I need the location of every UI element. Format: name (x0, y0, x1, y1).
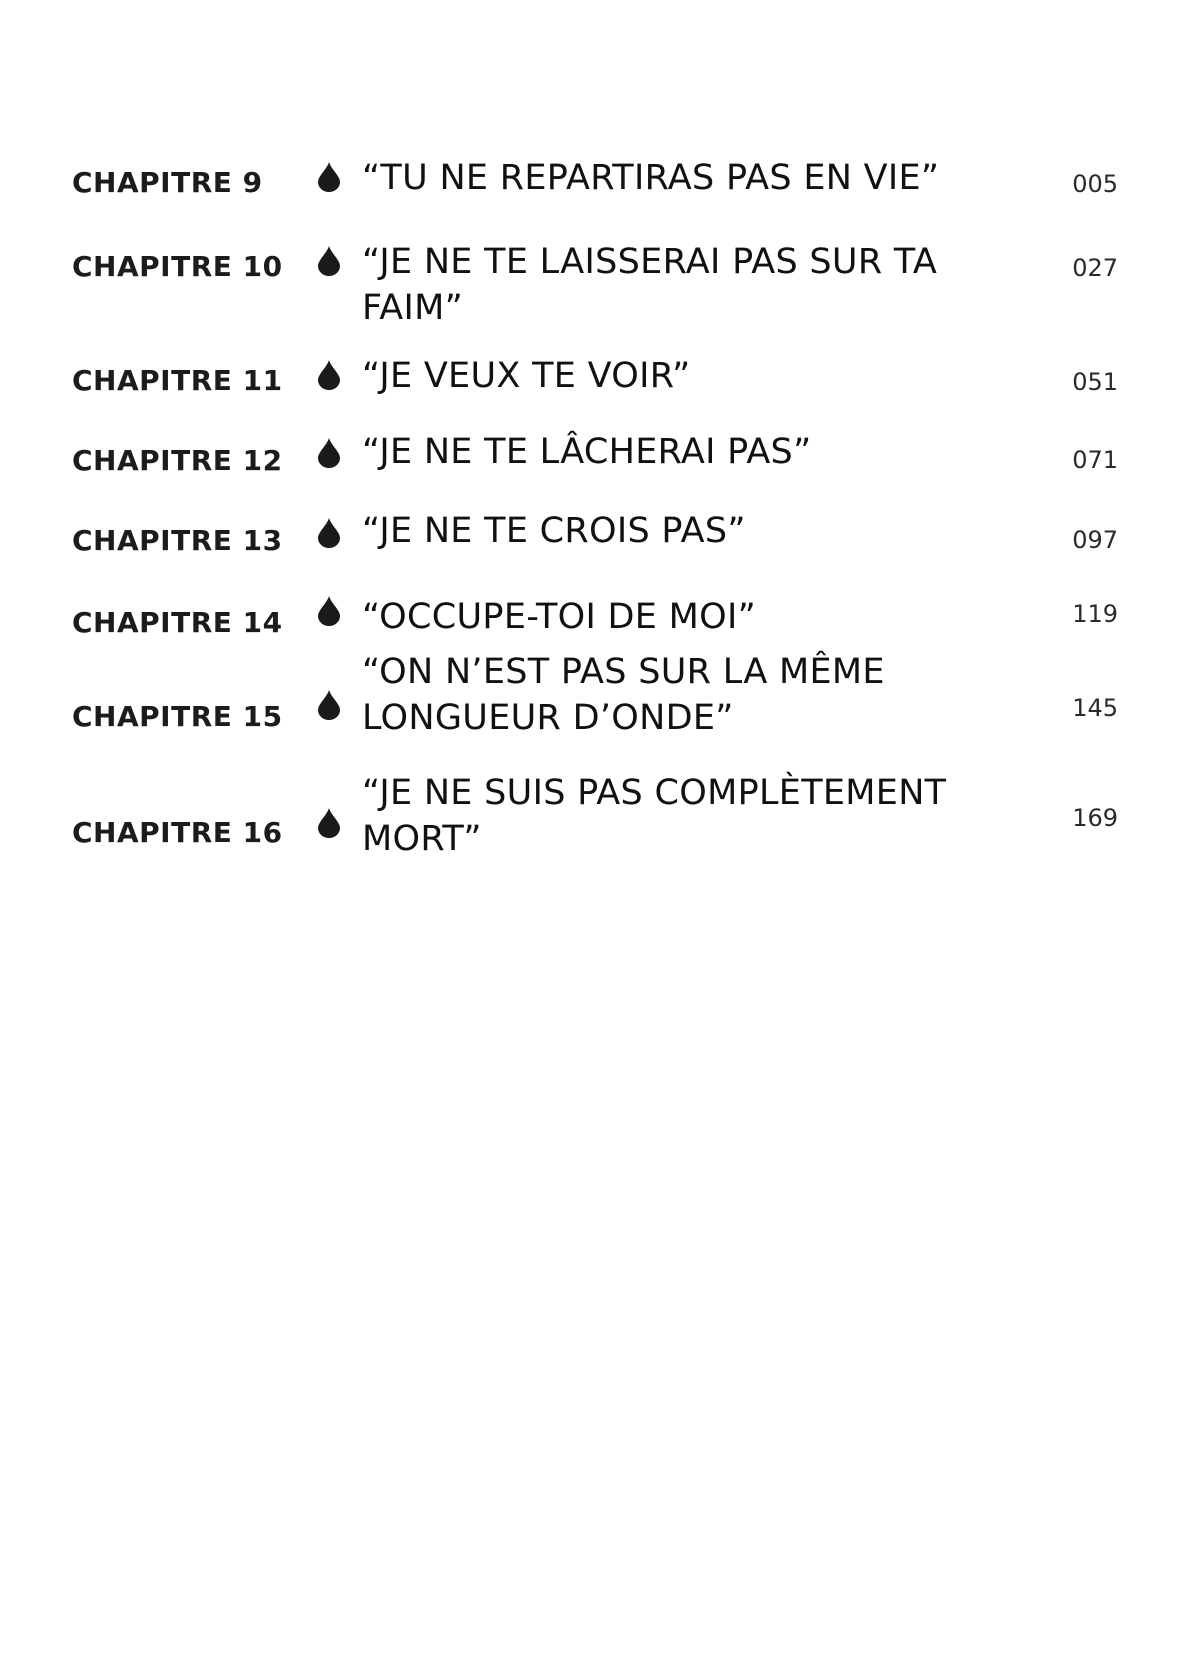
page-number: 119 (1072, 600, 1118, 628)
page-number: 097 (1072, 526, 1118, 554)
page-number: 027 (1072, 254, 1118, 282)
chapter-title: “JE NE TE CROIS PAS” (362, 511, 746, 551)
chapter-title: “JE NE TE LÂCHERAI PAS” (362, 432, 812, 472)
chapter-title: “OCCUPE-TOI DE MOI” (362, 597, 757, 637)
drop-icon (318, 438, 340, 468)
chapter-label: CHAPITRE 12 (72, 444, 283, 477)
drop-icon (318, 162, 340, 192)
page-number: 169 (1072, 804, 1118, 832)
chapter-label: CHAPITRE 13 (72, 524, 283, 557)
chapter-label: CHAPITRE 16 (72, 816, 283, 849)
page-number: 071 (1072, 446, 1118, 474)
drop-icon (318, 690, 340, 720)
chapter-title: “JE NE TE LAISSERAI PAS SUR TA FAIM” (362, 242, 938, 328)
chapter-label: CHAPITRE 9 (72, 166, 263, 199)
page-number: 005 (1072, 170, 1118, 198)
chapter-label: CHAPITRE 15 (72, 700, 283, 733)
drop-icon (318, 518, 340, 548)
chapter-label: CHAPITRE 10 (72, 250, 283, 283)
chapter-title: “JE VEUX TE VOIR” (362, 356, 691, 396)
drop-icon (318, 246, 340, 276)
page-number: 051 (1072, 368, 1118, 396)
chapter-title: “ON N’EST PAS SUR LA MÊME LONGUEUR D’ONDE” (362, 652, 885, 738)
drop-icon (318, 596, 340, 626)
chapter-label: CHAPITRE 14 (72, 606, 283, 639)
chapter-title: “JE NE SUIS PAS COMPLÈTEMENT MORT” (362, 773, 947, 859)
drop-icon (318, 360, 340, 390)
chapter-label: CHAPITRE 11 (72, 364, 283, 397)
drop-icon (318, 808, 340, 838)
page-number: 145 (1072, 694, 1118, 722)
chapter-title: “TU NE REPARTIRAS PAS EN VIE” (362, 158, 940, 198)
